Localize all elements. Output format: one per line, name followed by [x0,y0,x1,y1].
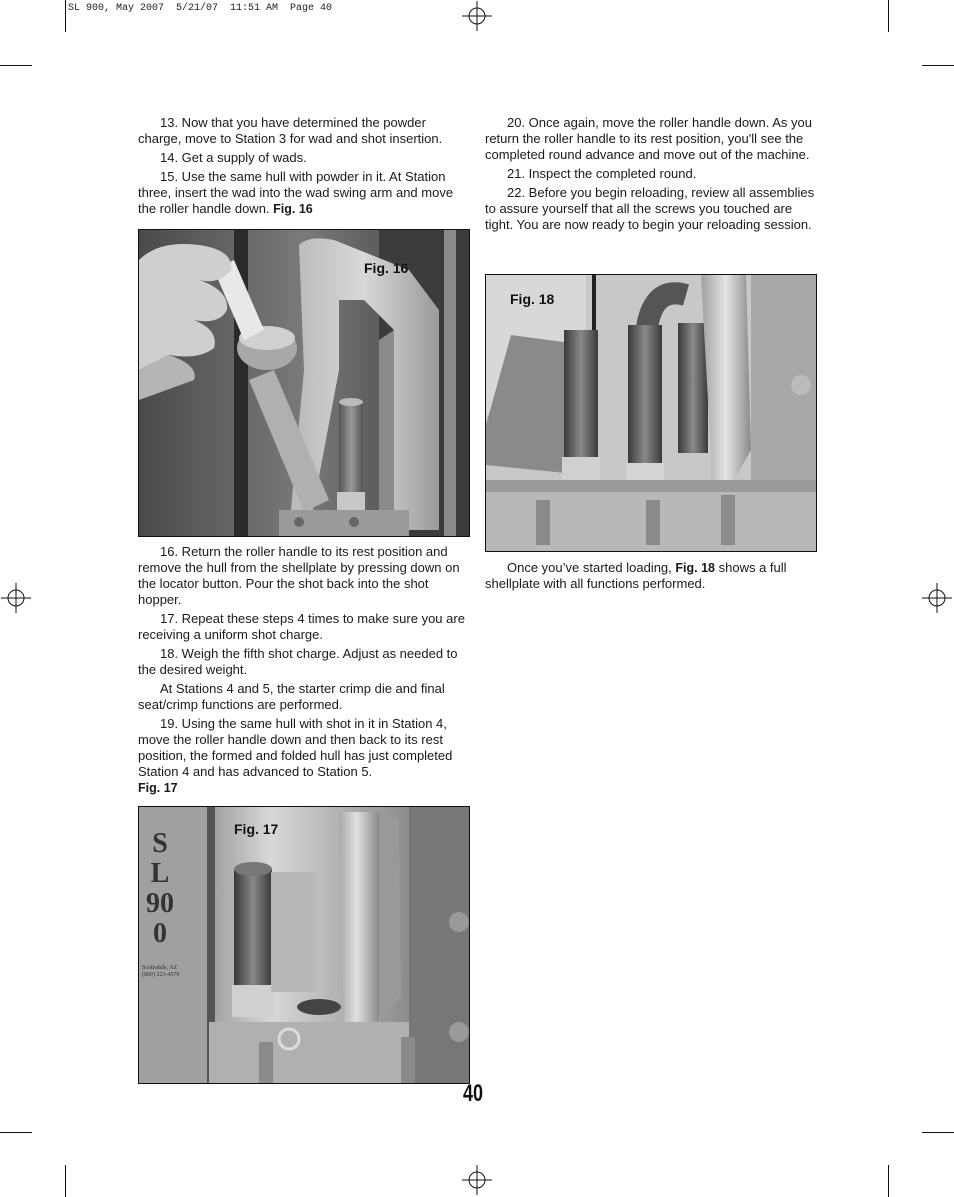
page-number: 40 [463,1080,484,1107]
registration-mark-icon [462,1,492,31]
loading-note [485,560,815,592]
registration-mark-icon [462,1165,492,1195]
step-20: 20. Once again, move the roller handle down. As you return the roller handle to its rest position, you'll see the completed round advance and move out of the machine. [485,115,812,162]
brand-address [142,965,202,979]
fig-17-ref: Fig. 17 [138,781,178,795]
fig-17-ref-line [138,780,470,796]
crop-mark [65,1165,66,1197]
figure-18-photo [485,274,817,552]
brand-phone: (800) 223-4570 [142,972,180,978]
figure-16-photo [138,229,470,537]
step-15 [138,169,470,217]
crop-mark [922,1132,954,1133]
left-column-bottom [138,544,470,799]
step-15-text: 15. Use the same hull with powder in it. At Station three, insert the wad into the wad swing arm and move the roller handle down. [138,169,454,216]
crop-mark [0,1132,32,1133]
registration-mark-icon [1,583,31,613]
sl900-brand-text: SL900 [146,828,174,949]
step-22: 22. Before you begin reloading, review all assemblies to assure yourself that all the screws you touched are tight. You are now ready to begin your reloading session. [485,185,815,232]
step-19: 19. Using the same hull with shot in it in Station 4, move the roller handle down and then back to its rest position, the formed and folded hull has just completed Station 4 and has advanced to Station 5. [138,716,453,779]
figure-18-label: Fig. 18 [510,291,555,307]
figure-17-photo [138,806,470,1084]
step-21: 21. Inspect the completed round. [507,166,697,181]
registration-mark-icon [922,583,952,613]
figure-16-label: Fig. 16 [364,260,409,276]
sl900-brand-logo [145,829,175,949]
fig-18-ref: Fig. 18 [675,561,715,575]
crop-mark [922,65,954,66]
crop-mark [65,0,66,32]
brand-city: Scottsdale, AZ [142,965,178,971]
step-14: 14. Get a supply of wads. [160,150,307,165]
step-16: 16. Return the roller handle to its rest position and remove the hull from the shellplate by pressing down on the locator button. Pour the shot back into the shot hopper. [138,544,460,607]
step-13: 13. Now that you have determined the powder charge, move to Station 3 for wad and shot insertion. [138,115,443,146]
loading-note-b: shows a full shellplate with all functions performed. [485,560,787,591]
fig-16-ref: Fig. 16 [273,202,313,216]
crop-mark [0,65,32,66]
crop-mark [888,0,889,32]
right-column-top [485,115,815,236]
stations-note: At Stations 4 and 5, the starter crimp die and final seat/crimp functions are performed. [138,681,445,712]
loading-note-a: Once you’ve started loading, [507,560,672,575]
crop-mark [888,1165,889,1197]
figure-17-label: Fig. 17 [234,821,279,837]
right-column-bottom [485,560,815,595]
left-column-top [138,115,470,220]
print-slug: SL 900, May 2007 5/21/07 11:51 AM Page 40 [68,3,333,14]
step-18: 18. Weigh the fifth shot charge. Adjust as needed to the desired weight. [138,646,458,677]
step-17: 17. Repeat these steps 4 times to make sure you are receiving a uniform shot charge. [138,611,465,642]
